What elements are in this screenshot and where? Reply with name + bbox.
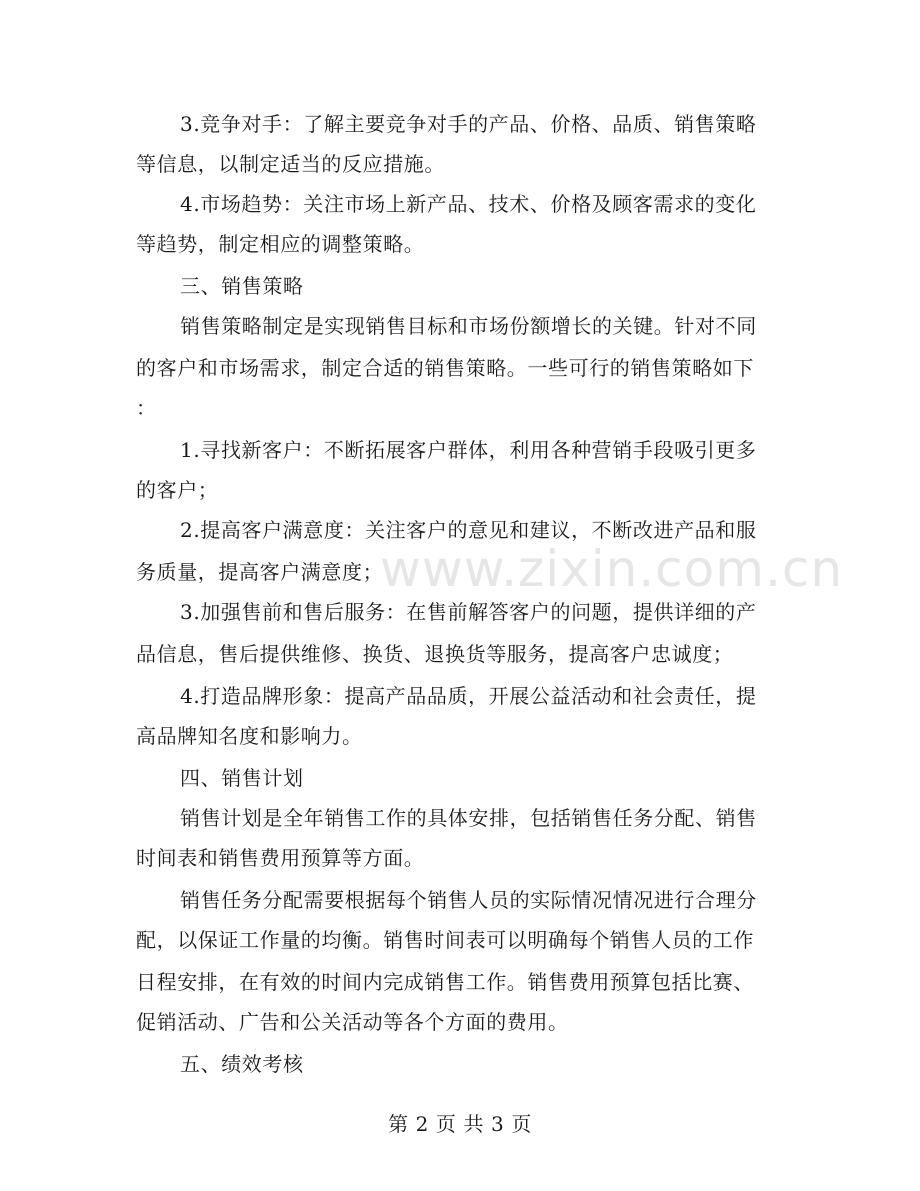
text-line: 等趋势，制定相应的调整策略。: [136, 232, 425, 256]
text-line: 务质量，提高客户满意度；: [136, 560, 384, 584]
watermark: www.zixin.com.cn: [380, 540, 844, 598]
section-heading: 四、销售计划: [180, 766, 304, 790]
text-line: 时间表和销售费用预算等方面。: [136, 846, 425, 870]
text-line: 销售计划是全年销售工作的具体安排，包括销售任务分配、销售: [180, 806, 757, 830]
section-heading: 五、绩效考核: [180, 1052, 304, 1076]
text-line: 4.市场趋势：关注市场上新产品、技术、价格及顾客需求的变化: [180, 192, 757, 216]
text-line: 2.提高客户满意度：关注客户的意见和建议，不断改进产品和服: [180, 518, 757, 542]
text-line: 日程安排，在有效的时间内完成销售工作。销售费用预算包括比赛、: [136, 970, 754, 994]
text-line: 等信息，以制定适当的反应措施。: [136, 152, 445, 176]
section-heading: 三、销售策略: [180, 274, 304, 298]
text-line: 4.打造品牌形象：提高产品品质，开展公益活动和社会责任，提: [180, 684, 757, 708]
text-line: 促销活动、广告和公关活动等各个方面的费用。: [136, 1010, 569, 1034]
text-line: 1.寻找新客户：不断拓展客户群体，利用各种营销手段吸引更多: [180, 438, 757, 462]
text-line: 品信息，售后提供维修、换货、退换货等服务，提高客户忠诚度；: [136, 642, 734, 666]
page-footer: 第 2 页 共 3 页: [388, 1112, 532, 1136]
text-line: 的客户；: [136, 478, 219, 502]
text-line: 销售策略制定是实现销售目标和市场份额增长的关键。针对不同: [180, 314, 757, 338]
text-line: 销售任务分配需要根据每个销售人员的实际情况情况进行合理分: [180, 888, 757, 912]
text-line: ：: [136, 396, 157, 420]
text-line: 高品牌知名度和影响力。: [136, 724, 363, 748]
text-line: 配，以保证工作量的均衡。销售时间表可以明确每个销售人员的工作: [136, 928, 754, 952]
text-line: 3.竞争对手：了解主要竞争对手的产品、价格、品质、销售策略: [180, 112, 757, 136]
text-line: 的客户和市场需求，制定合适的销售策略。一些可行的销售策略如下: [136, 356, 754, 380]
text-line: 3.加强售前和售后服务：在售前解答客户的问题，提供详细的产: [180, 600, 757, 624]
